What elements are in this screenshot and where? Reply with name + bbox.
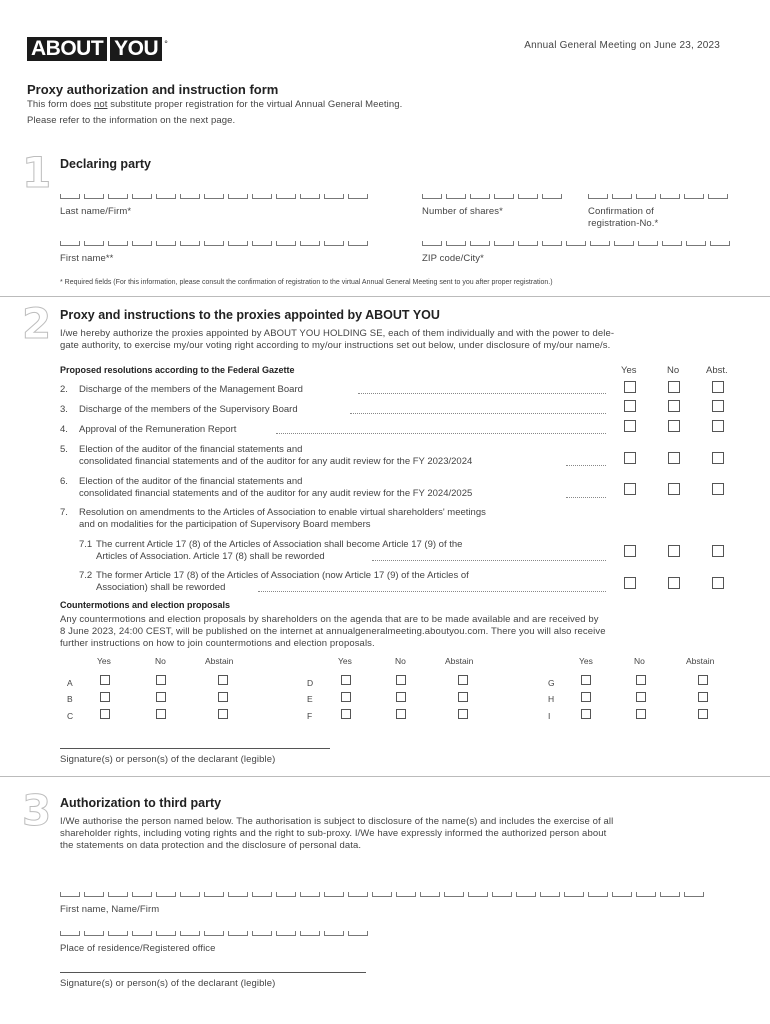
counter-f-yes-checkbox[interactable] [341,709,351,719]
third-party-residence-input[interactable] [60,931,368,936]
counter-i-yes-checkbox[interactable] [581,709,591,719]
signature-line-section-2[interactable] [60,748,330,749]
zip-label: ZIP code/City* [422,253,484,264]
section-number-2: 2 [22,299,52,348]
zip-city-input[interactable] [422,241,730,246]
dot-leader [258,591,606,592]
resolution-2-number: 2. [60,384,68,395]
counter-h-no-checkbox[interactable] [636,692,646,702]
dot-leader [372,560,606,561]
counter-g-no-checkbox[interactable] [636,675,646,685]
section-2-title: Proxy and instructions to the proxies appointed by ABOUT YOU [60,308,440,322]
counter-c-yes-checkbox[interactable] [100,709,110,719]
counter-abstain-header-3: Abstain [686,656,715,666]
counter-c-abstain-checkbox[interactable] [218,709,228,719]
logo-word-you: YOU [110,37,162,61]
counter-letter-d: D [307,678,314,688]
confirmation-input[interactable] [588,194,728,199]
resolution-3-text: Discharge of the members of the Supervisory Board [79,404,298,415]
counter-g-abstain-checkbox[interactable] [698,675,708,685]
counter-e-yes-checkbox[interactable] [341,692,351,702]
third-party-residence-label: Place of residence/Registered office [60,943,216,954]
resolution-2-no-checkbox[interactable] [668,381,680,393]
counter-d-no-checkbox[interactable] [396,675,406,685]
resolution-5-abst-checkbox[interactable] [712,452,724,464]
proxy-intro: I/we hereby authorize the proxies appointed by ABOUT YOU HOLDING SE, each of them individually and with the power to dele- gate authority, to exercise my/our voting right according to my/our instructions set out below, under disclosure of my/our name/s. [60,328,615,351]
counter-d-abstain-checkbox[interactable] [458,675,468,685]
counter-no-header-1: No [155,656,166,666]
counter-a-no-checkbox[interactable] [156,675,166,685]
resolution-7-2-text-1: The former Article 17 (8) of the Articles of Association (now Article 17 (9) of the Articles of [96,570,469,581]
section-3-title: Authorization to third party [60,796,222,810]
resolution-2-abst-checkbox[interactable] [712,381,724,393]
counter-no-header-3: No [634,656,645,666]
counter-b-yes-checkbox[interactable] [100,692,110,702]
col-yes: Yes [621,365,637,376]
resolution-4-number: 4. [60,424,68,435]
resolution-7-1-abst-checkbox[interactable] [712,545,724,557]
counter-e-no-checkbox[interactable] [396,692,406,702]
counter-f-no-checkbox[interactable] [396,709,406,719]
counter-yes-header-2: Yes [338,656,352,666]
confirmation-label-1: Confirmation of [588,206,654,217]
first-name-input[interactable] [60,241,368,246]
refer-note: Please refer to the information on the next page. [27,115,236,126]
counter-c-no-checkbox[interactable] [156,709,166,719]
countermotions-heading: Countermotions and election proposals [60,600,231,610]
section-number-1: 1 [22,148,52,197]
resolution-3-no-checkbox[interactable] [668,400,680,412]
logo-mark: ° [164,39,168,49]
resolution-7-2-yes-checkbox[interactable] [624,577,636,589]
last-name-input[interactable] [60,194,368,199]
counter-f-abstain-checkbox[interactable] [458,709,468,719]
required-fields-note: * Required fields (For this information, please consult the confirmation of registration to the virtual Annual General Meeting sent to you after proper registration.) [60,279,553,286]
last-name-label: Last name/Firm* [60,206,132,217]
counter-i-no-checkbox[interactable] [636,709,646,719]
counter-b-abstain-checkbox[interactable] [218,692,228,702]
divider [0,776,770,777]
about-you-logo [27,37,168,61]
resolution-6-text-2: consolidated financial statements and of the auditor for any audit review for the FY 2024/2025 [79,488,473,499]
resolution-3-number: 3. [60,404,68,415]
third-party-name-input[interactable] [60,892,704,897]
meeting-date: Annual General Meeting on June 23, 2023 [524,40,720,51]
section-number-3: 3 [22,786,52,835]
counter-yes-header-1: Yes [97,656,111,666]
emphasis-not: not [93,99,108,110]
counter-b-no-checkbox[interactable] [156,692,166,702]
resolution-7-text-2: and on modalities for the participation of Supervisory Board members [79,519,371,530]
dot-leader [358,393,606,394]
resolution-7-1-number: 7.1 [79,539,93,550]
dot-leader [350,413,606,414]
resolution-4-no-checkbox[interactable] [668,420,680,432]
counter-g-yes-checkbox[interactable] [581,675,591,685]
counter-letter-g: G [548,678,555,688]
resolution-5-yes-checkbox[interactable] [624,452,636,464]
resolution-7-1-no-checkbox[interactable] [668,545,680,557]
resolution-5-number: 5. [60,444,68,455]
resolution-6-number: 6. [60,476,68,487]
shares-label: Number of shares* [422,206,503,217]
resolution-5-no-checkbox[interactable] [668,452,680,464]
counter-letter-c: C [67,711,74,721]
shares-input[interactable] [422,194,562,199]
counter-d-yes-checkbox[interactable] [341,675,351,685]
third-party-name-label: First name, Name/Firm [60,904,160,915]
counter-a-yes-checkbox[interactable] [100,675,110,685]
resolution-3-abst-checkbox[interactable] [712,400,724,412]
resolution-7-2-text-2: Association) shall be reworded [96,582,226,593]
resolution-7-1-yes-checkbox[interactable] [624,545,636,557]
confirmation-label-2: registration-No.* [588,218,659,229]
counter-letter-b: B [67,694,73,704]
signature-line-section-3[interactable] [60,972,366,973]
col-abst: Abst. [706,365,728,376]
dot-leader [276,433,606,434]
resolution-2-yes-checkbox[interactable] [624,381,636,393]
counter-letter-i: I [548,711,551,721]
counter-letter-f: F [307,711,313,721]
counter-letter-e: E [307,694,313,704]
resolution-6-yes-checkbox[interactable] [624,483,636,495]
divider [0,296,770,297]
counter-a-abstain-checkbox[interactable] [218,675,228,685]
resolution-6-abst-checkbox[interactable] [712,483,724,495]
counter-i-abstain-checkbox[interactable] [698,709,708,719]
resolution-7-1-text-2: Articles of Association. Article 17 (8) shall be reworded [96,551,325,562]
resolution-4-text: Approval of the Remuneration Report [79,424,237,435]
signature-label-section-3: Signature(s) or person(s) of the declarant (legible) [60,978,276,989]
counter-letter-h: H [548,694,555,704]
counter-h-yes-checkbox[interactable] [581,692,591,702]
resolution-7-number: 7. [60,507,68,518]
resolution-6-no-checkbox[interactable] [668,483,680,495]
resolutions-heading: Proposed resolutions according to the Federal Gazette [60,365,295,375]
counter-no-header-2: No [395,656,406,666]
logo-word-about: ABOUT [27,37,107,61]
first-name-label: First name** [60,253,114,264]
resolution-2-text: Discharge of the members of the Management Board [79,384,303,395]
counter-yes-header-3: Yes [579,656,593,666]
section-1-title: Declaring party [60,157,152,171]
counter-e-abstain-checkbox[interactable] [458,692,468,702]
countermotions-text: Any countermotions and election proposals by shareholders on the agenda that are to be made available and are received by 8 June 2023, 24:00 CEST, will be published on the internet at annualgeneralmeeting.aboutyou.com. There you will also receive further instructions on how to join countermotions and election proposals. [60,614,606,649]
registration-note: This form does not substitute proper registration for the virtual Annual General Meeting. [27,99,403,110]
resolution-5-text-1: Election of the auditor of the financial statements and [79,444,303,455]
resolution-4-abst-checkbox[interactable] [712,420,724,432]
counter-letter-a: A [67,678,73,688]
counter-abstain-header-1: Abstain [205,656,234,666]
counter-h-abstain-checkbox[interactable] [698,692,708,702]
resolution-5-text-2: consolidated financial statements and of the auditor for any audit review for the FY 2023/2024 [79,456,473,467]
form-title: Proxy authorization and instruction form [27,82,279,97]
counter-abstain-header-2: Abstain [445,656,474,666]
resolution-7-2-no-checkbox[interactable] [668,577,680,589]
resolution-3-yes-checkbox[interactable] [624,400,636,412]
resolution-7-2-number: 7.2 [79,570,93,581]
dot-leader [566,497,606,498]
resolution-4-yes-checkbox[interactable] [624,420,636,432]
signature-label-section-2: Signature(s) or person(s) of the declarant (legible) [60,754,276,765]
authorization-text: I/We authorise the person named below. The authorisation is subject to disclosure of the name(s) and includes the exercise of all shareholder rights, including voting rights and the right to sub-proxy. I/We have expressly informed the authorized person about the statements on data protection and the disclosure of personal data. [60,816,614,851]
resolution-7-text-1: Resolution on amendments to the Articles of Association to enable virtual shareholders' meetings [79,507,486,518]
resolution-6-text-1: Election of the auditor of the financial statements and [79,476,303,487]
resolution-7-1-text-1: The current Article 17 (8) of the Articles of Association shall become Article 17 (9) of the [96,539,463,550]
resolution-7-2-abst-checkbox[interactable] [712,577,724,589]
col-no: No [667,365,680,376]
dot-leader [566,465,606,466]
